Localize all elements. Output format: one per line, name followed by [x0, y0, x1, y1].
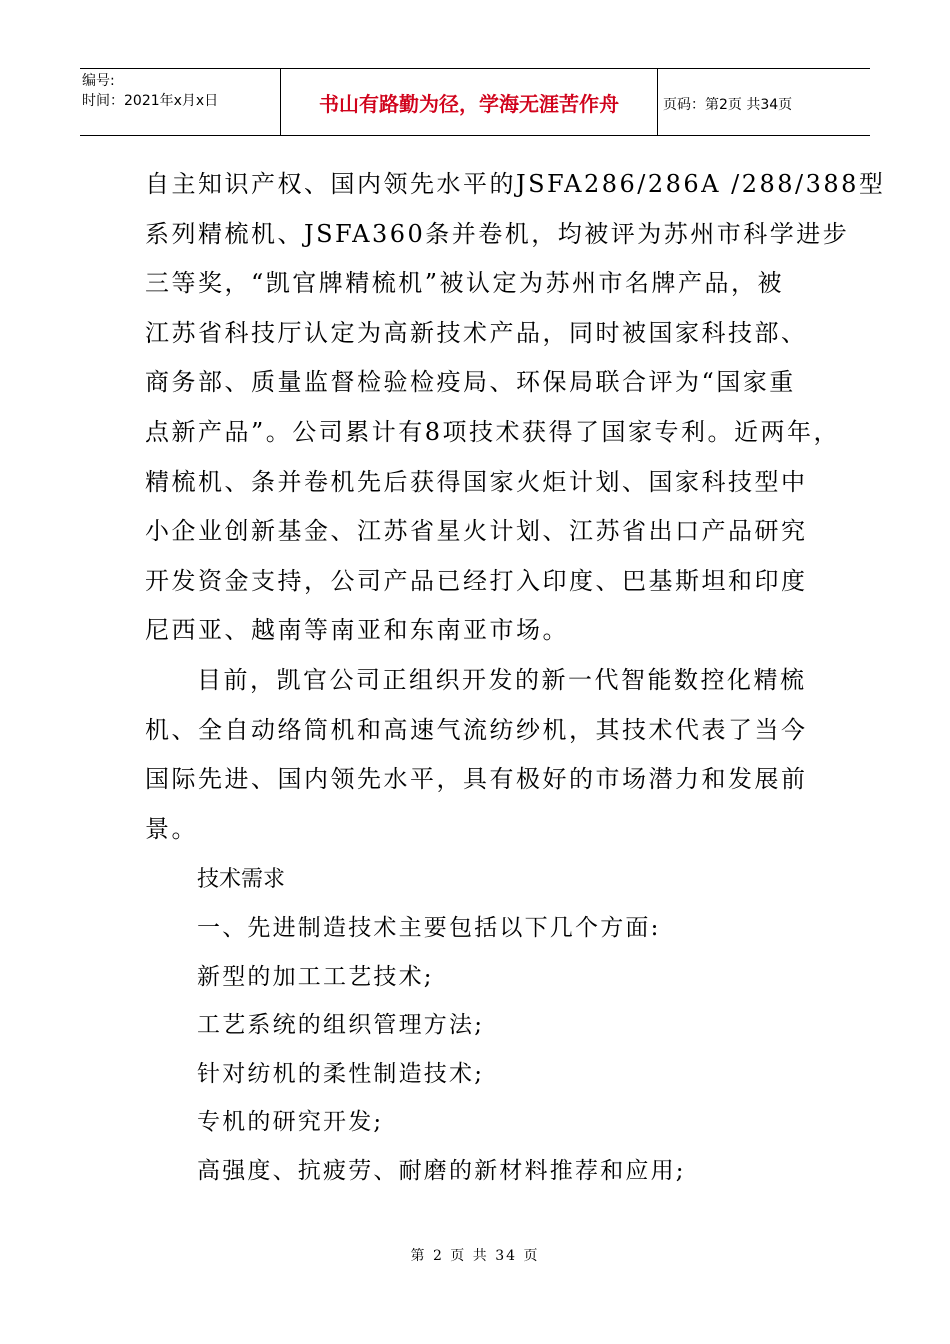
header-meta — [82, 71, 280, 111]
text-line: 机、全自动络筒机和高速气流纺纱机，其技术代表了当今 — [145, 715, 808, 744]
list-item: 高强度、抗疲劳、耐磨的新材料推荐和应用; — [197, 1157, 686, 1184]
list-item: 针对纺机的柔性制造技术; — [197, 1060, 485, 1087]
list-item: 工艺系统的组织管理方法; — [197, 1012, 485, 1039]
text-line: 自主知识产权、国内领先水平的JSFA286/286A /288/388型 — [145, 170, 886, 198]
section-title: 技术需求 — [197, 867, 286, 893]
header-divider — [657, 69, 658, 135]
text-line: 目前，凯官公司正组织开发的新一代智能数控化精梳 — [197, 665, 807, 694]
page-footer: 第 2 页 共 34 页 — [410, 1248, 540, 1264]
text-line: 精梳机、条并卷机先后获得国家火炬计划、国家科技型中 — [145, 467, 808, 496]
text-line: 尼西亚、越南等南亚和东南亚市场。 — [145, 616, 569, 645]
text-line: 国际先进、国内领先水平，具有极好的市场潜力和发展前 — [145, 765, 808, 794]
header-page-info: 页码：第2页 共34页 — [663, 97, 793, 113]
document-number-label: 编号: — [82, 73, 115, 89]
list-item: 新型的加工工艺技术; — [197, 963, 434, 990]
text-line: 系列精梳机、JSFA360条并卷机，均被评为苏州市科学进步 — [145, 219, 850, 248]
document-time: 时间：2021年x月x日 — [82, 93, 219, 109]
paragraph-company-achievements — [145, 160, 886, 656]
list-item: 一、先进制造技术主要包括以下几个方面: — [197, 915, 661, 942]
text-line: 景。 — [145, 814, 198, 843]
text-line: 开发资金支持，公司产品已经打入印度、巴基斯坦和印度 — [145, 566, 808, 595]
document-body — [145, 160, 886, 1195]
text-line: 江苏省科技厅认定为高新技术产品，同时被国家科技部、 — [145, 318, 808, 347]
text-line: 小企业创新基金、江苏省星火计划、江苏省出口产品研究 — [145, 517, 808, 546]
list-item: 专机的研究开发; — [197, 1109, 384, 1136]
text-line: 点新产品”。公司累计有8项技术获得了国家专利。近两年， — [145, 417, 841, 446]
paragraph-current-development — [145, 656, 825, 854]
text-line: 商务部、质量监督检验检疫局、环保局联合评为“国家重 — [145, 368, 796, 397]
page-header — [80, 68, 870, 136]
text-line: 三等奖，“凯官牌精梳机”被认定为苏州市名牌产品，被 — [145, 269, 785, 298]
header-motto: 书山有路勤为径，学海无涯苦作舟 — [319, 92, 619, 116]
